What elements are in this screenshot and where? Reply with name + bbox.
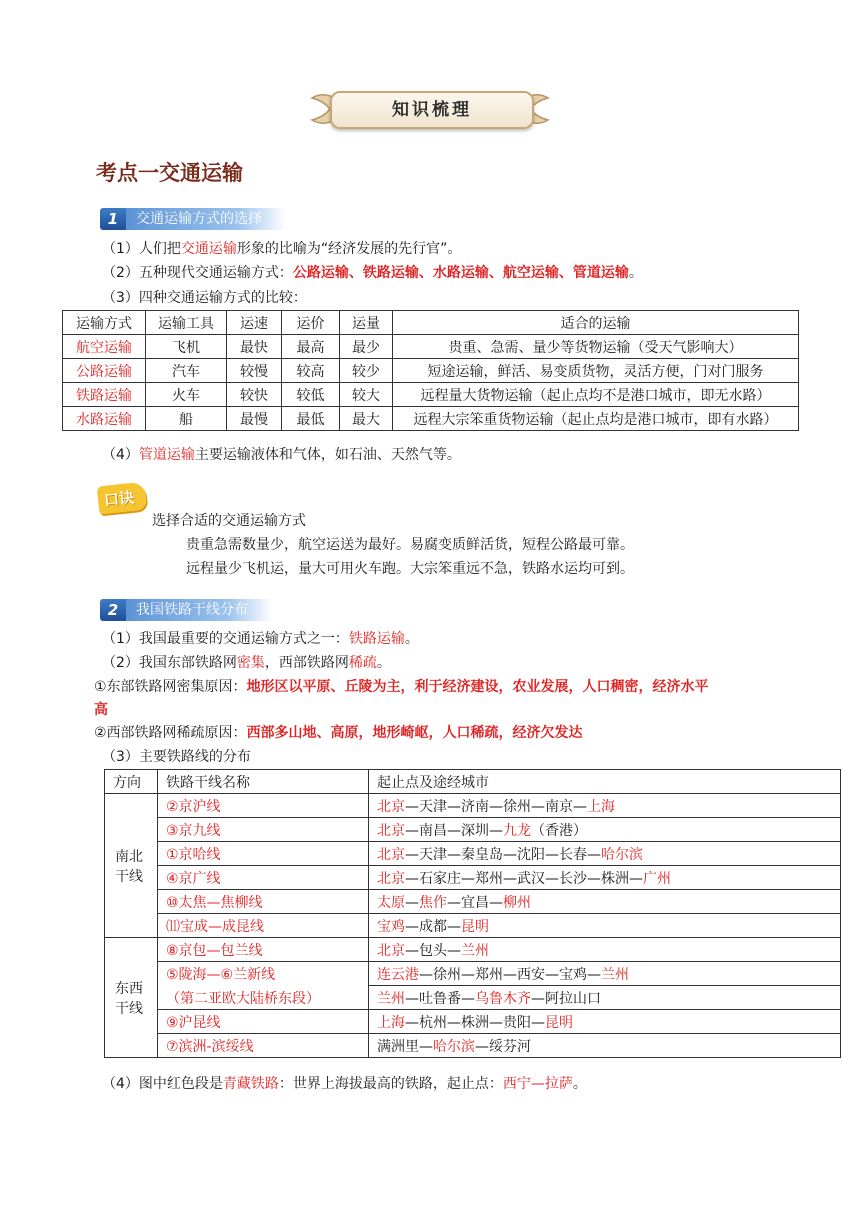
s1-line-4-a: （4） (102, 447, 139, 463)
route-segment: —包头— (405, 942, 461, 959)
railway-name: ⑦滨洲-滨绥线 (158, 1034, 369, 1058)
table-cell: 较高 (282, 359, 340, 383)
table-cell: 最高 (282, 335, 340, 359)
s1-line-2-a: （2）五种现代交通运输方式： (102, 265, 293, 281)
table-cell: 最低 (282, 407, 340, 431)
s2-line-3-b: 地形区以平原、丘陵为主，利于经济建设，农业发展，人口稠密，经济水平 (246, 679, 709, 695)
s1-line-3: （3）四种交通运输方式的比较： (102, 290, 307, 306)
railway-lines-table (104, 769, 841, 1058)
table-cell: 短途运输，鲜活、易变质货物，灵活方便，门对门服务 (393, 359, 799, 383)
route-cell (369, 1034, 841, 1058)
section-1-number: 1 (100, 208, 126, 230)
route-segment: —南昌—深圳— (405, 822, 503, 839)
route-city-highlight: 兰州 (377, 990, 405, 1007)
route-cell (369, 962, 841, 986)
section-1-title: 交通运输方式的选择 (126, 208, 286, 230)
banner-title: 知识梳理 (330, 91, 534, 129)
route-city-highlight: 广州 (643, 870, 671, 887)
route-segment: （香港） (531, 822, 587, 839)
header-cell: 运速 (227, 311, 282, 335)
table-header-row (105, 770, 841, 794)
route-city-highlight: 上海 (377, 1014, 405, 1031)
s2-line-6-a: （4）图中红色段是 (102, 1076, 223, 1092)
table-cell: 较大 (340, 383, 393, 407)
header-cell: 铁路干线名称 (158, 770, 369, 794)
table-row (105, 1034, 841, 1058)
route-segment: —宜昌— (447, 894, 503, 911)
header-cell: 运价 (282, 311, 340, 335)
mode-cell: 水路运输 (63, 407, 146, 431)
table-cell: 最大 (340, 407, 393, 431)
s2-line-4-b: 西部多山地、高原，地形崎岖，人口稀疏，经济欠发达 (246, 725, 583, 741)
mode-cell: 航空运输 (63, 335, 146, 359)
route-city-highlight: 北京 (377, 870, 405, 887)
route-city-highlight: 焦作 (419, 894, 447, 911)
route-cell (369, 986, 841, 1010)
route-city-highlight: 乌鲁木齐 (475, 990, 531, 1007)
route-city-highlight: 太原 (377, 894, 405, 911)
title-banner (308, 86, 552, 132)
route-city-highlight: 宝鸡 (377, 918, 405, 935)
railway-name: ③京九线 (158, 818, 369, 842)
route-segment: —石家庄—郑州—武汉—长沙—株洲— (405, 870, 643, 887)
table-row (105, 938, 841, 962)
header-cell: 适合的运输 (393, 311, 799, 335)
mode-cell: 铁路运输 (63, 383, 146, 407)
s1-line-1-a: （1）人们把 (102, 241, 181, 257)
mnemonic-badge-label: 口诀 (103, 488, 135, 510)
table-row (105, 818, 841, 842)
route-city-highlight: 北京 (377, 822, 405, 839)
s1-line-2-c: 。 (628, 265, 643, 281)
ns-label-1: 南北 (115, 848, 143, 865)
table-cell: 较快 (227, 383, 282, 407)
route-city-highlight: 昆明 (545, 1014, 573, 1031)
header-cell: 起止点及途经城市 (369, 770, 841, 794)
page-heading: 考点一交通运输 (96, 161, 243, 185)
route-cell (369, 914, 841, 938)
route-city-highlight: 北京 (377, 846, 405, 863)
mnemonic-line-2: 远程量少飞机运，量大可用火车跑。大宗笨重远不急，铁路水运均可到。 (186, 561, 634, 577)
route-cell (369, 938, 841, 962)
route-segment: —天津—秦皇岛—沈阳—长春— (405, 846, 601, 863)
s1-line-2 (102, 264, 643, 282)
s2-line-6-b: 青藏铁路 (222, 1076, 279, 1092)
table-cell: 较少 (340, 359, 393, 383)
route-segment: 满洲里— (377, 1038, 433, 1055)
route-cell (369, 818, 841, 842)
table-cell: 远程量大货物运输（起止点均不是港口城市，即无水路） (393, 383, 799, 407)
table-cell: 较慢 (227, 359, 282, 383)
route-cell (369, 890, 841, 914)
s2-line-5: （3）主要铁路线的分布 (102, 749, 251, 765)
s1-line-4-c: 主要运输液体和气体，如石油、天然气等。 (194, 447, 461, 463)
route-segment: —天津—济南—徐州—南京— (405, 798, 587, 815)
table-row (63, 335, 799, 359)
table-row (63, 383, 799, 407)
railway-name-line-2: （第二亚欧大陆桥东段） (166, 990, 320, 1007)
direction-cell-north-south (105, 794, 158, 938)
table-cell: 远程大宗笨重货物运输（起止点均是港口城市，即有水路） (393, 407, 799, 431)
table-cell: 较低 (282, 383, 340, 407)
s2-line-2-c: ，西部铁路网 (264, 655, 349, 671)
route-city-highlight: 兰州 (601, 966, 629, 983)
route-city-highlight: 兰州 (461, 942, 489, 959)
railway-name: ②京沪线 (158, 794, 369, 818)
s1-line-1-b: 交通运输 (180, 241, 237, 257)
railway-name: ⑧京包—包兰线 (158, 938, 369, 962)
table-row (105, 914, 841, 938)
s2-line-1-b: 铁路运输 (348, 631, 405, 647)
table-row (105, 1010, 841, 1034)
railway-name: ①京哈线 (158, 842, 369, 866)
railway-name-line-1: ⑤陇海—⑥兰新线 (166, 966, 276, 983)
table-cell: 火车 (146, 383, 227, 407)
table-row (105, 866, 841, 890)
s2-line-3-a: ①东部铁路网密集原因： (94, 679, 247, 695)
s2-line-3 (94, 678, 709, 696)
mode-cell: 公路运输 (63, 359, 146, 383)
route-segment: —杭州—株洲—贵阳— (405, 1014, 545, 1031)
table-cell: 船 (146, 407, 227, 431)
header-cell: 运量 (340, 311, 393, 335)
mnemonic-title: 选择合适的交通运输方式 (152, 513, 306, 529)
route-city-highlight: 连云港 (377, 966, 419, 983)
s2-line-2 (102, 654, 391, 672)
s1-line-2-b: 公路运输、铁路运输、水路运输、航空运输、管道运输 (292, 265, 629, 281)
s1-line-4-b: 管道运输 (138, 447, 195, 463)
route-segment: — (405, 894, 419, 911)
route-segment: —徐州—郑州—西安—宝鸡— (419, 966, 601, 983)
header-cell: 运输工具 (146, 311, 227, 335)
table-row (105, 794, 841, 818)
s1-line-1 (102, 240, 461, 258)
route-cell (369, 1010, 841, 1034)
section-2-number: 2 (100, 599, 126, 621)
route-city-highlight: 哈尔滨 (601, 846, 643, 863)
table-cell: 汽车 (146, 359, 227, 383)
railway-name: ④京广线 (158, 866, 369, 890)
table-cell: 最少 (340, 335, 393, 359)
route-city-highlight: 哈尔滨 (433, 1038, 475, 1055)
route-segment: —阿拉山口 (531, 990, 601, 1007)
railway-name: ⑩太焦—焦柳线 (158, 890, 369, 914)
table-row (105, 890, 841, 914)
table-cell: 最快 (227, 335, 282, 359)
mnemonic-badge (98, 484, 148, 514)
s2-line-1-c: 。 (404, 631, 419, 647)
table-cell: 最慢 (227, 407, 282, 431)
s2-line-2-d: 稀疏 (348, 655, 377, 671)
ew-label-2: 干线 (115, 1000, 143, 1017)
table-cell: 飞机 (146, 335, 227, 359)
table-cell: 贵重、急需、量少等货物运输（受天气影响大） (393, 335, 799, 359)
route-cell (369, 842, 841, 866)
s2-line-6-e: 。 (572, 1076, 587, 1092)
route-city-highlight: 北京 (377, 798, 405, 815)
table-row (63, 407, 799, 431)
table-header-row (63, 311, 799, 335)
route-cell (369, 794, 841, 818)
table-row (105, 962, 841, 986)
ew-label-1: 东西 (115, 980, 143, 997)
s2-line-4 (94, 724, 583, 742)
s2-line-6 (102, 1075, 587, 1093)
route-city-highlight: 上海 (587, 798, 615, 815)
ns-label-2: 干线 (115, 868, 143, 885)
s2-line-1-a: （1）我国最重要的交通运输方式之一： (102, 631, 349, 647)
route-city-highlight: 昆明 (461, 918, 489, 935)
transport-comparison-table (62, 310, 799, 431)
s2-line-4-a: ②西部铁路网稀疏原因： (94, 725, 247, 741)
direction-cell-east-west (105, 938, 158, 1058)
route-segment: —绥芬河 (475, 1038, 531, 1055)
route-city-highlight: 北京 (377, 942, 405, 959)
s1-line-1-c: 形象的比喻为“经济发展的先行官”。 (236, 241, 462, 257)
s2-line-2-e: 。 (376, 655, 391, 671)
table-row (63, 359, 799, 383)
route-segment: —成都— (405, 918, 461, 935)
mnemonic-line-1: 贵重急需数量少，航空运送为最好。易腐变质鲜活货，短程公路最可靠。 (186, 537, 634, 553)
header-cell: 方向 (105, 770, 158, 794)
s2-line-2-b: 密集 (236, 655, 265, 671)
s2-line-3-cont: 高 (94, 702, 108, 718)
s2-line-6-c: ：世界上海拔最高的铁路，起止点： (278, 1076, 503, 1092)
header-cell: 运输方式 (63, 311, 146, 335)
s1-line-4 (102, 446, 461, 464)
railway-name: ⑾宝成—成昆线 (158, 914, 369, 938)
railway-name (158, 962, 369, 1010)
table-row (105, 842, 841, 866)
s2-line-6-d: 西宁—拉萨 (502, 1076, 573, 1092)
route-cell (369, 866, 841, 890)
route-city-highlight: 柳州 (503, 894, 531, 911)
route-segment: —吐鲁番— (405, 990, 475, 1007)
railway-name: ⑨沪昆线 (158, 1010, 369, 1034)
s2-line-1 (102, 630, 419, 648)
section-2-title: 我国铁路干线分布 (126, 599, 272, 621)
s2-line-2-a: （2）我国东部铁路网 (102, 655, 237, 671)
route-city-highlight: 九龙 (503, 822, 531, 839)
